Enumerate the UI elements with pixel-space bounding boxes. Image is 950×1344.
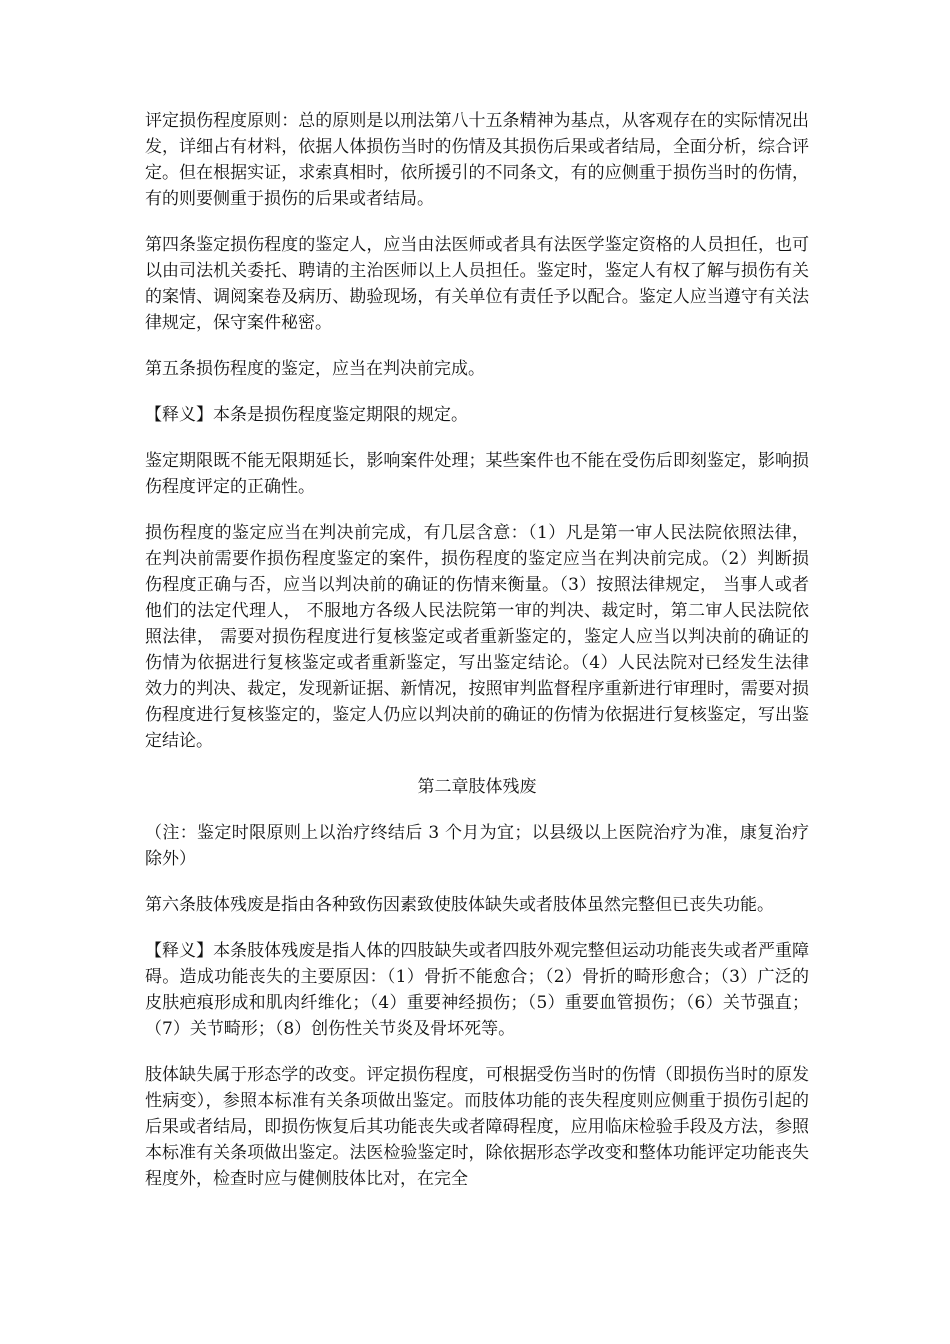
paragraph-article-6: 第六条肢体残废是指由各种致伤因素致使肢体缺失或者肢体虽然完整但已丧失功能。 <box>145 895 774 915</box>
paragraph-meaning: 损伤程度的鉴定应当在判决前完成，有几层含意：（1）凡是第一审人民法院依照法律，在判决前需要作损伤程度鉴定的案件，损伤程度的鉴定应当在判决前完成。（2）判断损伤程度正确与否，应当以判决前的确证的伤情来衡量。（3）按照法律规定， 当事人或者他们的法定代理人， 不服地方各级人民法院第一审的判决、裁定时，第二审人民法院依照法律， 需要对损伤程度进行复核鉴定或者重新鉴定的，鉴定人应当以判决前的确证的伤情为依据进行复核鉴定或者重新鉴定，写出鉴定结论。（4）人民法院对已经发生法律效力的判决、裁定，发现新证据、新情况，按照审判监督程序重新进行审理时，需要对损伤程度进行复核鉴定的，鉴定人仍应以判决前的确证的伤情为依据进行复核鉴定，写出鉴定结论。 <box>145 523 809 751</box>
paragraph-article-6-interpretation: 【释义】本条肢体残废是指人体的四肢缺失或者四肢外观完整但运动功能丧失或者严重障碍。造成功能丧失的主要原因：（1）骨折不能愈合；（2）骨折的畸形愈合；（3）广泛的皮肤疤痕形成和肌肉纤维化；（4）重要神经损伤；（5）重要血管损伤；（6）关节强直；（7）关节畸形；（8）创伤性关节炎及骨坏死等。 <box>145 941 809 1039</box>
document-body <box>145 108 809 1192</box>
paragraph-deadline: 鉴定期限既不能无限期延长，影响案件处理；某些案件也不能在受伤后即刻鉴定，影响损伤程度评定的正确性。 <box>145 451 809 497</box>
paragraph-principle: 评定损伤程度原则：总的原则是以刑法第八十五条精神为基点，从客观存在的实际情况出发，详细占有材料，依据人体损伤当时的伤情及其损伤后果或者结局，全面分析，综合评定。但在根据实证，求索真相时，依所援引的不同条文，有的应侧重于损伤当时的伤情，有的则要侧重于损伤的后果或者结局。 <box>145 111 809 209</box>
chapter-heading: 第二章肢体残废 <box>417 777 537 797</box>
paragraph-note: （注：鉴定时限原则上以治疗终结后 3 个月为宜；以县级以上医院治疗为准，康复治疗除外） <box>145 823 809 869</box>
paragraph-article-5-interpretation: 【释义】本条是损伤程度鉴定期限的规定。 <box>145 405 468 425</box>
paragraph-limb-loss: 肢体缺失属于形态学的改变。评定损伤程度，可根据受伤当时的伤情（即损伤当时的原发性病变），参照本标准有关条项做出鉴定。而肢体功能的丧失程度则应侧重于损伤引起的后果或者结局，即损伤恢复后其功能丧失或者障碍程度，应用临床检验手段及方法，参照本标准有关条项做出鉴定。法医检验鉴定时，除依据形态学改变和整体功能评定功能丧失程度外，检查时应与健侧肢体比对，在完全 <box>145 1065 809 1189</box>
paragraph-article-5: 第五条损伤程度的鉴定，应当在判决前完成。 <box>145 359 485 379</box>
paragraph-article-4: 第四条鉴定损伤程度的鉴定人，应当由法医师或者具有法医学鉴定资格的人员担任，也可以由司法机关委托、聘请的主治医师以上人员担任。鉴定时，鉴定人有权了解与损伤有关的案情、调阅案卷及病历、勘验现场，有关单位有责任予以配合。鉴定人应当遵守有关法律规定，保守案件秘密。 <box>145 235 809 333</box>
